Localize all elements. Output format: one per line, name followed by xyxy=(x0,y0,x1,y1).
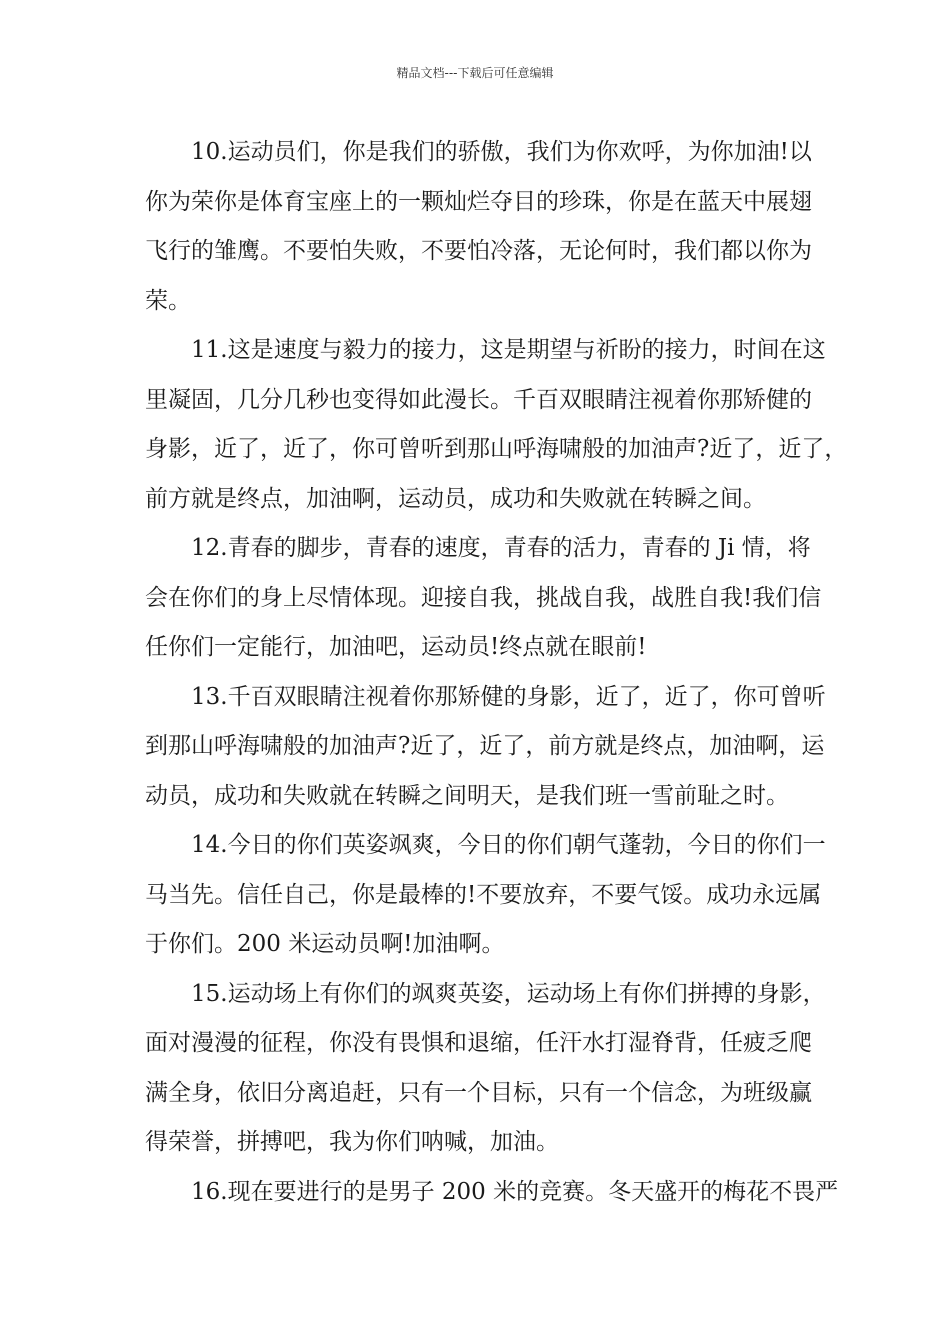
paragraph-13 xyxy=(145,673,826,822)
paragraph-line: 11.这是速度与毅力的接力，这是期望与祈盼的接力，时间在这 xyxy=(191,337,826,363)
paragraph-line: 12.青春的脚步，青春的速度，青春的活力，青春的 Ji 情，将 xyxy=(191,535,811,561)
paragraph-line: 于你们。200 米运动员啊!加油啊。 xyxy=(145,931,505,957)
paragraph-line: 任你们一定能行，加油吧，运动员!终点就在眼前! xyxy=(145,634,647,660)
paragraph-line: 飞行的雏鹰。不要怕失败，不要怕冷落，无论何时，我们都以你为 xyxy=(145,238,812,264)
paragraph-line: 14.今日的你们英姿飒爽，今日的你们朝气蓬勃，今日的你们一 xyxy=(191,832,826,858)
paragraph-line: 里凝固，几分几秒也变得如此漫长。千百双眼睛注视着你那矫健的 xyxy=(145,386,812,413)
paragraph-12 xyxy=(145,524,822,673)
paragraph-line: 荣。 xyxy=(145,287,191,314)
paragraph-line: 满全身，依旧分离追赶，只有一个目标，只有一个信念，为班级赢 xyxy=(145,1079,812,1106)
paragraph-line: 前方就是终点，加油啊，运动员，成功和失败就在转瞬之间。 xyxy=(145,485,766,512)
paragraph-10 xyxy=(145,128,815,326)
paragraph-line: 到那山呼海啸般的加油声?近了，近了，前方就是终点，加油啊，运 xyxy=(145,733,825,759)
document-body xyxy=(145,128,848,1217)
paragraph-line: 你为荣你是体育宝座上的一颗灿烂夺目的珍珠，你是在蓝天中展翅 xyxy=(145,188,812,215)
paragraph-line: 15.运动场上有你们的飒爽英姿，运动场上有你们拼搏的身影， xyxy=(191,980,826,1007)
paragraph-line: 身影，近了，近了，你可曾听到那山呼海啸般的加油声?近了，近了， xyxy=(145,436,848,462)
paragraph-11 xyxy=(145,326,848,524)
paragraph-line: 10.运动员们，你是我们的骄傲，我们为你欢呼，为你加油!以 xyxy=(191,139,812,165)
paragraph-line: 面对漫漫的征程，你没有畏惧和退缩，任汗水打湿脊背，任疲乏爬 xyxy=(145,1030,812,1056)
paragraph-16 xyxy=(145,1168,839,1218)
paragraph-line: 马当先。信任自己，你是最棒的!不要放弃，不要气馁。成功永远属 xyxy=(145,881,822,908)
paragraph-15 xyxy=(145,970,826,1168)
paragraph-line: 得荣誉，拼搏吧，我为你们呐喊，加油。 xyxy=(145,1129,559,1155)
page-header: 精品文档---下载后可任意编辑 xyxy=(396,66,554,80)
paragraph-line: 13.千百双眼睛注视着你那矫健的身影，近了，近了，你可曾听 xyxy=(191,683,826,710)
paragraph-14 xyxy=(145,821,826,970)
paragraph-line: 会在你们的身上尽情体现。迎接自我，挑战自我，战胜自我!我们信 xyxy=(145,584,822,611)
paragraph-line: 动员，成功和失败就在转瞬之间明天，是我们班一雪前耻之时。 xyxy=(145,782,789,809)
paragraph-line: 16.现在要进行的是男子 200 米的竞赛。冬天盛开的梅花不畏严 xyxy=(191,1178,839,1205)
